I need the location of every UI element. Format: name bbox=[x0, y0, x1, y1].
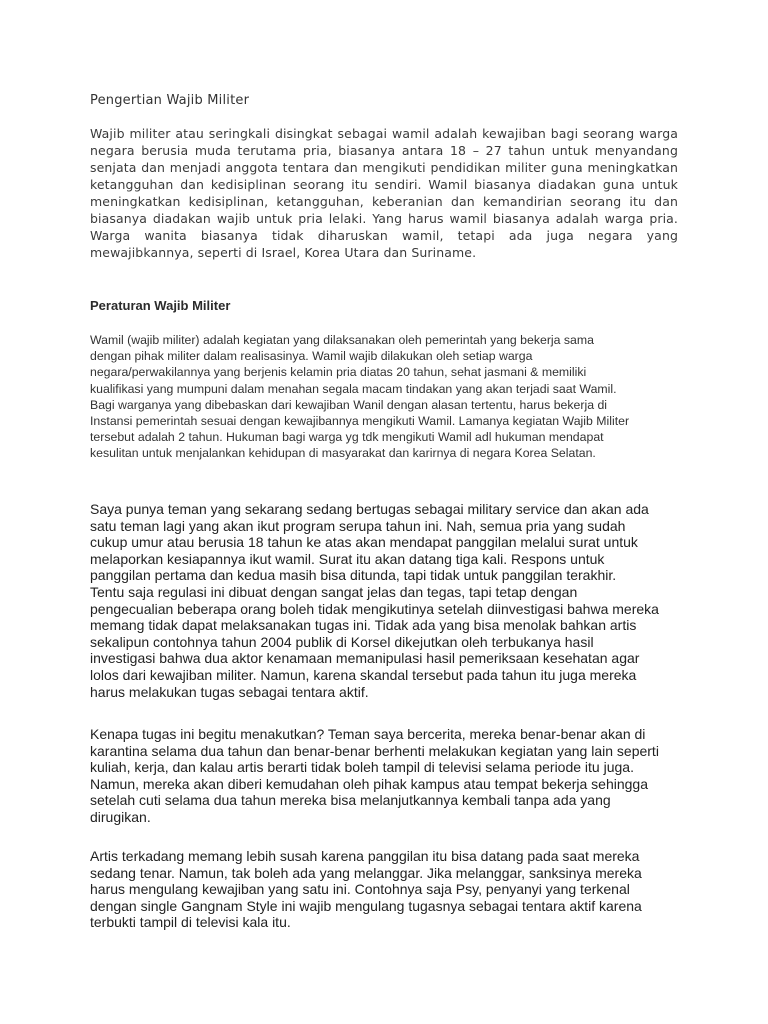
text-line: Tentu saja regulasi ini dibuat dengan sangat jelas dan tegas, tapi tetap dengan bbox=[90, 583, 578, 600]
paragraph-artis bbox=[90, 848, 678, 931]
text-line: Namun, mereka akan diberi kemudahan oleh pihak kampus atau tempat bekerja sehingga bbox=[90, 775, 649, 792]
text-line: negara/perwakilannya yang berjenis kelamin pria diatas 20 tahun, sehat jasmani & memiliki bbox=[90, 365, 587, 380]
text-line: sekalipun contohnya tahun 2004 publik di Korsel dikejutkan oleh terbukanya hasil bbox=[90, 633, 594, 650]
text-line: sedang tenar. Namun, tak boleh ada yang melanggar. Jika melanggar, sanksinya mereka bbox=[90, 864, 642, 881]
heading-peraturan: Peraturan Wajib Militer bbox=[90, 298, 231, 313]
paragraph-peraturan bbox=[90, 332, 678, 462]
heading-pengertian: Pengertian Wajib Militer bbox=[90, 93, 250, 108]
text-line: Wamil (wajib militer) adalah kegiatan yang dilaksanakan oleh pemerintah yang bekerja sama bbox=[90, 333, 594, 347]
text-line: investigasi bahwa dua aktor kenamaan memanipulasi hasil pemeriksaan kesehatan agar bbox=[90, 650, 640, 667]
text-line: harus mengulang kewajiban yang satu ini. Contohnya saja Psy, penyanyi yang terkenal bbox=[90, 881, 630, 898]
text-line: memang tidak dapat melaksanakan tugas ini. Tidak ada yang bisa menolak bahkan artis bbox=[90, 617, 637, 634]
text-line: harus melakukan tugas sebagai tentara aktif. bbox=[90, 683, 369, 700]
text-line: Kenapa tugas ini begitu menakutkan? Teman saya bercerita, mereka benar-benar akan di bbox=[90, 726, 646, 742]
text-line: kuliah, kerja, dan kalau artis berarti tidak boleh tampil di televisi selama periode itu juga. bbox=[90, 759, 634, 776]
text-line: karantina selama dua tahun dan benar-benar berhenti melakukan kegiatan yang lain seperti bbox=[90, 742, 659, 759]
text-line: Bagi warganya yang dibebaskan dari kewajiban Wanil dengan alasan tertentu, harus bekerja di bbox=[90, 397, 608, 412]
text-line: kesulitan untuk menjalankan kehidupan di masyarakat dan karirnya di negara Korea Selatan. bbox=[90, 446, 596, 461]
text-line: kualifikasi yang mumpuni dalam menahan segala macam tindakan yang akan terjadi saat Wamil. bbox=[90, 381, 617, 396]
paragraph-karantina bbox=[90, 726, 678, 826]
paragraph-teman bbox=[90, 501, 678, 700]
text-line: dirugikan. bbox=[90, 808, 151, 825]
text-line: terbukti tampil di televisi kala itu. bbox=[90, 914, 291, 931]
text-line: satu teman lagi yang akan ikut program serupa tahun ini. Nah, semua pria yang sudah bbox=[90, 517, 626, 534]
text-line: Instansi pemerintah sesuai dengan kewajibannya mengikuti Wamil. Lamanya kegiatan Wajib Militer bbox=[90, 414, 630, 429]
text-line: dengan single Gangnam Style ini wajib mengulang tugasnya sebagai tentara aktif karena bbox=[90, 897, 642, 914]
text-line: lolos dari kewajiban militer. Namun, karena skandal tersebut pada tahun itu juga mereka bbox=[90, 666, 637, 683]
text-line: tersebut adalah 2 tahun. Hukuman bagi warga yg tdk mengikuti Wamil adl hukuman mendapat bbox=[90, 430, 604, 445]
paragraph-pengertian: Wajib militer atau seringkali disingkat sebagai wamil adalah kewajiban bagi seorang warga negara berusia muda terutama pria, biasanya antara 18 – 27 tahun untuk menyandang senjata dan menjadi anggota tentara dan mengikuti pendidikan militer guna meningkatkan ketangguhan dan kedisiplinan seorang itu sendiri. Wamil biasanya diadakan guna untuk meningkatkan kedisiplinan, ketangguhan, keberanian dan kemandirian seorang itu dan biasanya diadakan wajib untuk pria lelaki. Yang harus wamil biasanya adalah warga pria. Warga wanita biasanya tidak diharuskan wamil, tetapi ada juga negara yang mewajibkannya, seperti di Israel, Korea Utara dan Suriname. bbox=[90, 126, 678, 260]
text-line: cukup umur atau berusia 18 tahun ke atas akan mendapat panggilan melalui surat untuk bbox=[90, 534, 638, 551]
text-line: dengan pihak militer dalam realisasinya. Wamil wajib dilakukan oleh setiap warga bbox=[90, 349, 533, 364]
text-line: melaporkan kesiapannya ikut wamil. Surat itu akan datang tiga kali. Respons untuk bbox=[90, 550, 605, 567]
text-line: Saya punya teman yang sekarang sedang bertugas sebagai military service dan akan ada bbox=[90, 501, 649, 517]
text-line: panggilan pertama dan kedua masih bisa ditunda, tapi tidak untuk panggilan terakhir. bbox=[90, 567, 617, 584]
text-line: pengecualian beberapa orang boleh tidak mengikutinya setelah diinvestigasi bahwa mereka bbox=[90, 600, 659, 617]
text-line: Artis terkadang memang lebih susah karena panggilan itu bisa datang pada saat mereka bbox=[90, 848, 640, 864]
text-line: setelah cuti selama dua tahun mereka bisa melanjutkannya kembali tanpa ada yang bbox=[90, 792, 611, 809]
